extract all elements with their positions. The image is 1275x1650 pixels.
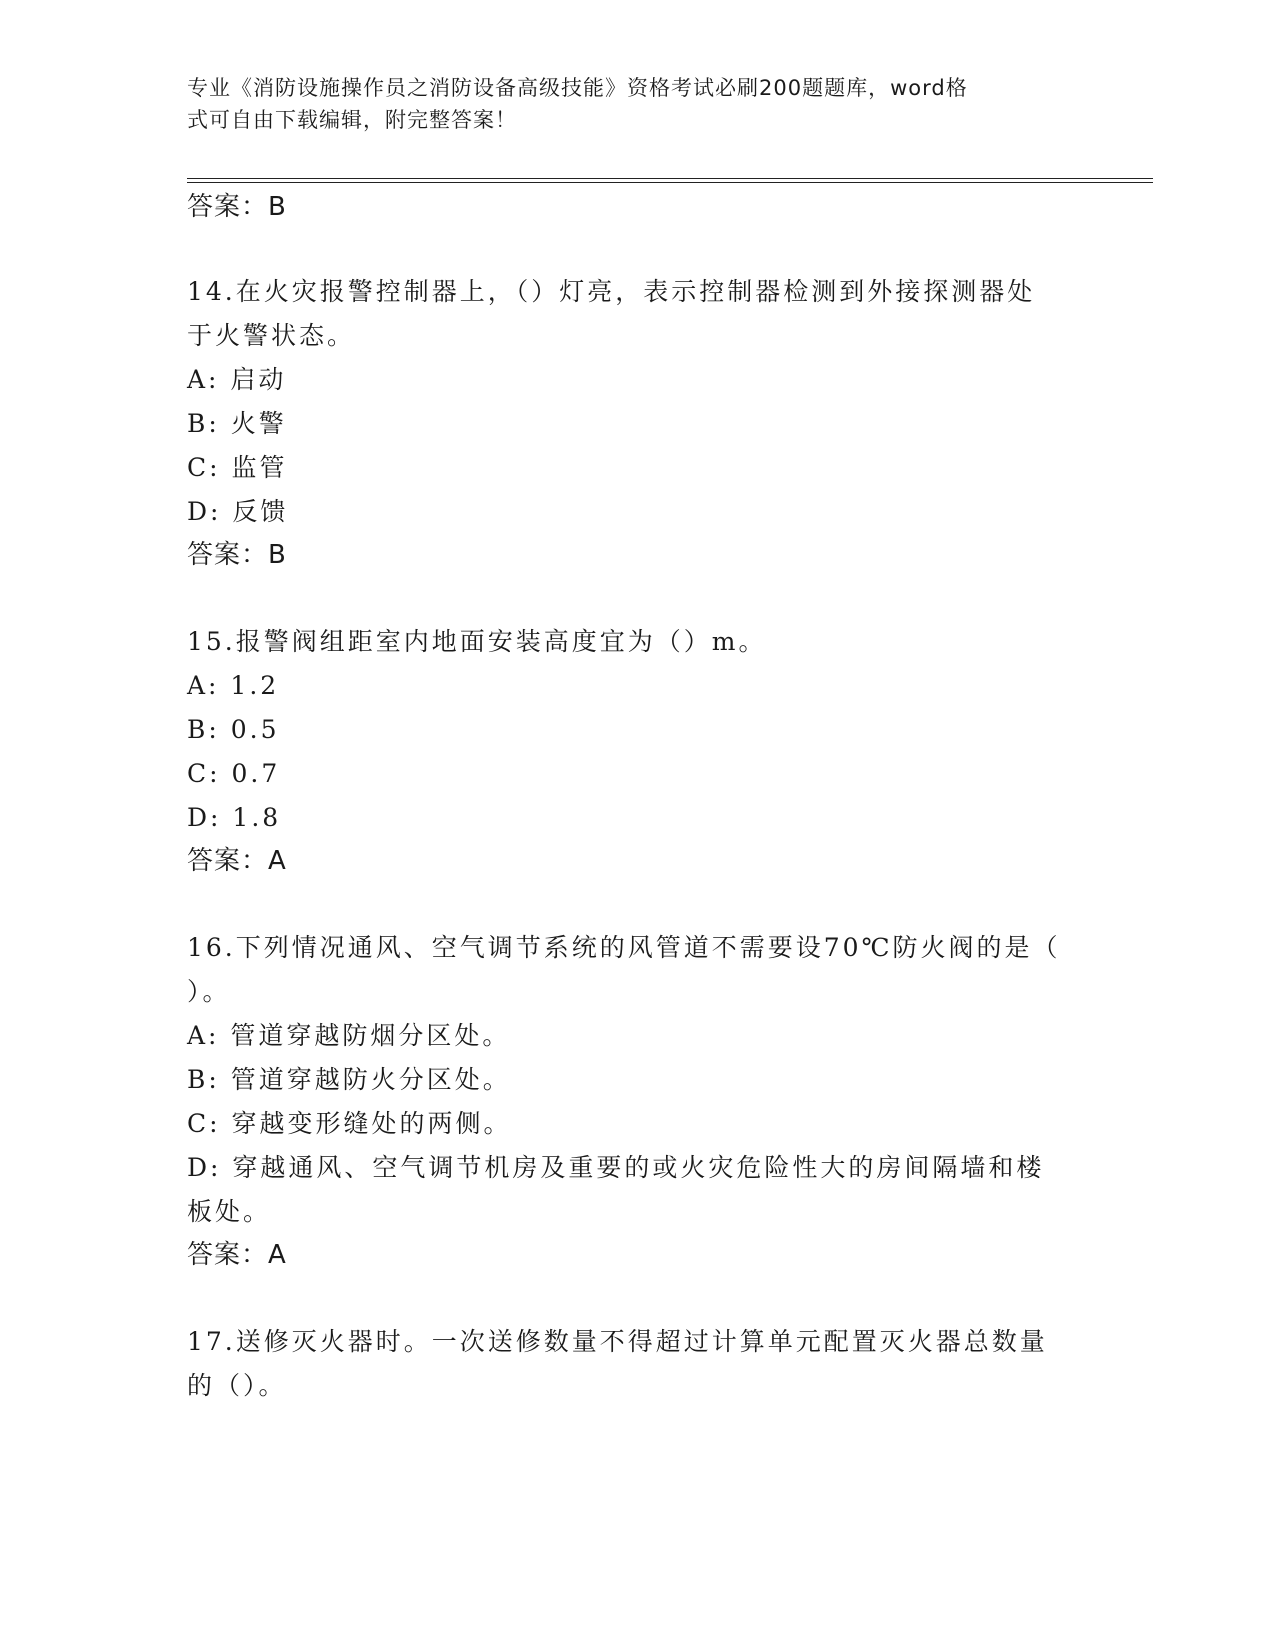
question-14-option-b: B: 火警 bbox=[187, 409, 287, 438]
question-16-option-a: A: 管道穿越防烟分区处。 bbox=[187, 1021, 511, 1050]
answer-previous: 答案：B bbox=[187, 192, 287, 222]
question-14-text-line-2: 于火警状态。 bbox=[187, 321, 356, 350]
question-15-option-c: C: 0.7 bbox=[187, 759, 281, 788]
header-line-1: 专业《消防设施操作员之消防设备高级技能》资格考试必刷200题题库，word格 bbox=[187, 76, 968, 100]
question-16-answer: 答案：A bbox=[187, 1240, 287, 1270]
question-16-option-c: C: 穿越变形缝处的两侧。 bbox=[187, 1109, 512, 1138]
question-16-option-d-line-1: D: 穿越通风、空气调节机房及重要的或火灾危险性大的房间隔墙和楼 bbox=[187, 1153, 1045, 1182]
question-16-option-b: B: 管道穿越防火分区处。 bbox=[187, 1065, 511, 1094]
document-header bbox=[187, 72, 1067, 136]
question-16-text-line-2: ）。 bbox=[187, 977, 231, 1006]
header-divider-bottom bbox=[187, 182, 1153, 183]
question-14-option-a: A: 启动 bbox=[187, 365, 287, 394]
question-14-answer: 答案：B bbox=[187, 540, 287, 570]
header-line-2: 式可自由下载编辑，附完整答案！ bbox=[187, 108, 517, 132]
question-17-text-line-1: 17.送修灭火器时。一次送修数量不得超过计算单元配置灭火器总数量 bbox=[187, 1327, 1048, 1356]
question-14-text-line-1: 14.在火灾报警控制器上，（）灯亮，表示控制器检测到外接探测器处 bbox=[187, 277, 1036, 306]
question-15-option-b: B: 0.5 bbox=[187, 715, 280, 744]
question-16-option-d-line-2: 板处。 bbox=[187, 1197, 272, 1226]
question-14-option-c: C: 监管 bbox=[187, 453, 288, 482]
header-divider-top bbox=[187, 178, 1153, 179]
question-17-text-line-2: 的（）。 bbox=[187, 1371, 287, 1400]
question-15-option-d: D: 1.8 bbox=[187, 803, 282, 832]
question-15-text-line-1: 15.报警阀组距室内地面安装高度宜为（）m。 bbox=[187, 627, 767, 656]
question-14-option-d: D: 反馈 bbox=[187, 497, 289, 526]
question-15-answer: 答案：A bbox=[187, 846, 287, 876]
question-16-text-line-1: 16.下列情况通风、空气调节系统的风管道不需要设70℃防火阀的是（ bbox=[187, 933, 1061, 962]
question-15-option-a: A: 1.2 bbox=[187, 671, 280, 700]
